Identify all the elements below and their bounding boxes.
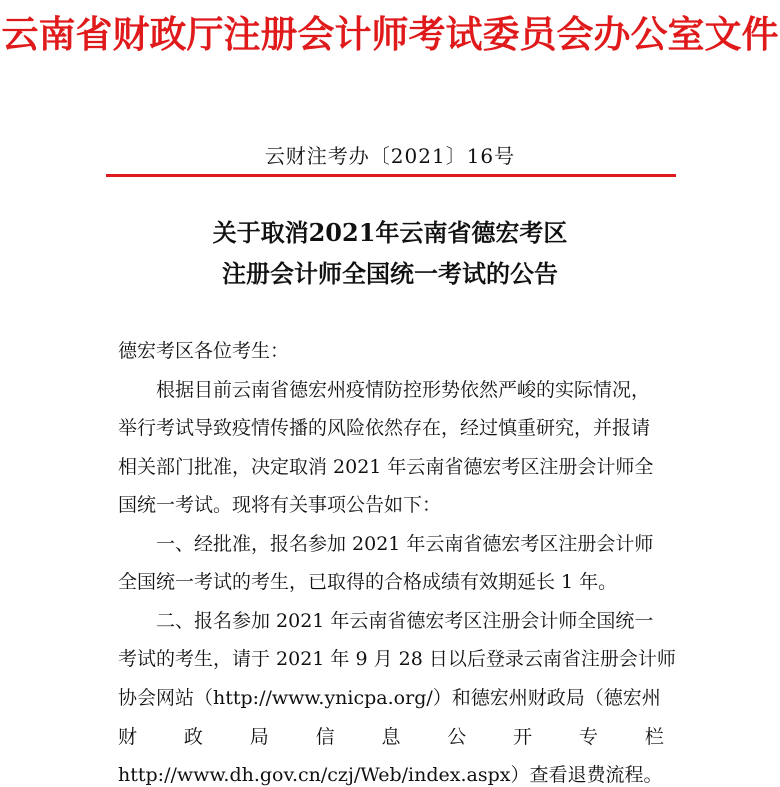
justified-character: 信 [315,726,335,748]
body-line: 一、经批准，报名参加 2021 年云南省德宏考区注册会计师 [118,533,654,555]
body-line-justified [118,722,664,749]
justified-character: 息 [381,726,401,748]
body-line: 二、报名参加 2021 年云南省德宏考区注册会计师全国统一 [118,610,654,632]
justified-characters [118,722,664,749]
justified-character: 局 [249,726,269,748]
red-divider-line [106,174,676,177]
justified-character: 财 [118,726,138,748]
body-line: 相关部门批准，决定取消 2021 年云南省德宏考区注册会计师全 [118,456,654,478]
justified-character: 公 [447,726,467,748]
justified-character: 栏 [644,726,664,748]
body-line: 国统一考试。现将有关事项公告如下： [118,494,442,516]
document-header-title: 云南省财政厅注册会计师考试委员会办公室文件 [1,12,779,56]
document-number: 云财注考办〔2021〕16号 [264,144,516,168]
body-line: http://www.dh.gov.cn/czj/Web/index.aspx）查看退费流程。 [118,764,663,786]
notice-title-line-2: 注册会计师全国统一考试的公告 [222,259,558,288]
justified-character: 开 [513,726,533,748]
justified-character: 政 [183,726,203,748]
body-line: 协会网站（http://www.ynicpa.org/）和德宏州财政局（德宏州 [118,687,661,709]
body-line: 全国统一考试的考生，已取得的合格成绩有效期延长 1 年。 [118,571,618,593]
body-line: 举行考试导致疫情传播的风险依然存在，经过慎重研究，并报请 [118,417,651,439]
justified-character: 专 [579,726,599,748]
salutation: 德宏考区各位考生： [118,340,290,362]
body-line: 考试的考生，请于 2021 年 9 月 28 日以后登录云南省注册会计师 [118,648,676,670]
body-line: 根据目前云南省德宏州疫情防控形势依然严峻的实际情况， [118,379,651,401]
notice-title-line-1: 关于取消2021年云南省德宏考区 [212,218,568,247]
